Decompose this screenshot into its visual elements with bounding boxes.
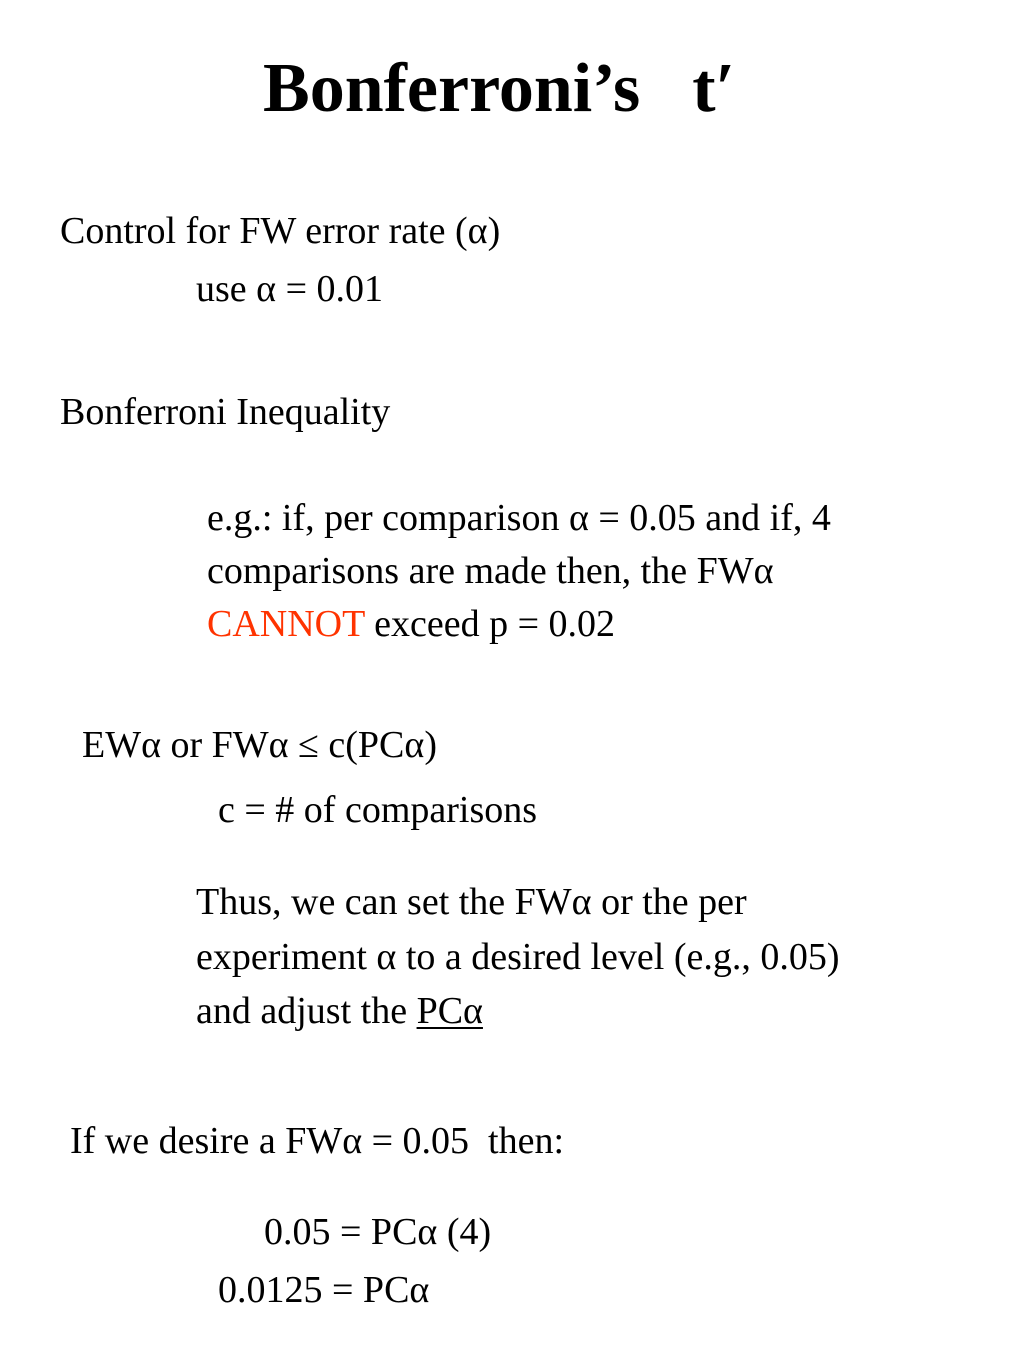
- thus-line-2: experiment α to a desired level (e.g., 0.05): [196, 936, 840, 978]
- equation-2: 0.0125 = PCα: [218, 1269, 430, 1311]
- bonferroni-formula: EWα or FWα ≤ c(PCα): [82, 724, 437, 766]
- equation-1: 0.05 = PCα (4): [264, 1211, 492, 1253]
- alpha-use-line: use α = 0.01: [196, 268, 383, 310]
- example-line-3-rest: exceed p = 0.02: [364, 603, 616, 645]
- pc-alpha-underlined: PCα: [416, 990, 483, 1032]
- example-line-3: [207, 605, 615, 643]
- thus-line-3-prefix: and adjust the: [196, 990, 417, 1032]
- slide-title: [263, 50, 736, 127]
- desire-line: If we desire a FWα = 0.05 then:: [70, 1120, 565, 1162]
- title-symbol: t′: [692, 50, 736, 127]
- control-line: Control for FW error rate (α): [60, 210, 501, 252]
- title-text: Bonferroni’s: [263, 50, 641, 127]
- thus-line-3: [196, 992, 483, 1030]
- c-definition: c = # of comparisons: [218, 789, 538, 831]
- inequality-heading: Bonferroni Inequality: [60, 391, 391, 433]
- thus-line-1: Thus, we can set the FWα or the per: [196, 881, 747, 923]
- example-line-1: e.g.: if, per comparison α = 0.05 and if, 4: [207, 497, 831, 539]
- cannot-emphasis: CANNOT: [207, 603, 365, 645]
- example-line-2: comparisons are made then, the FWα: [207, 550, 774, 592]
